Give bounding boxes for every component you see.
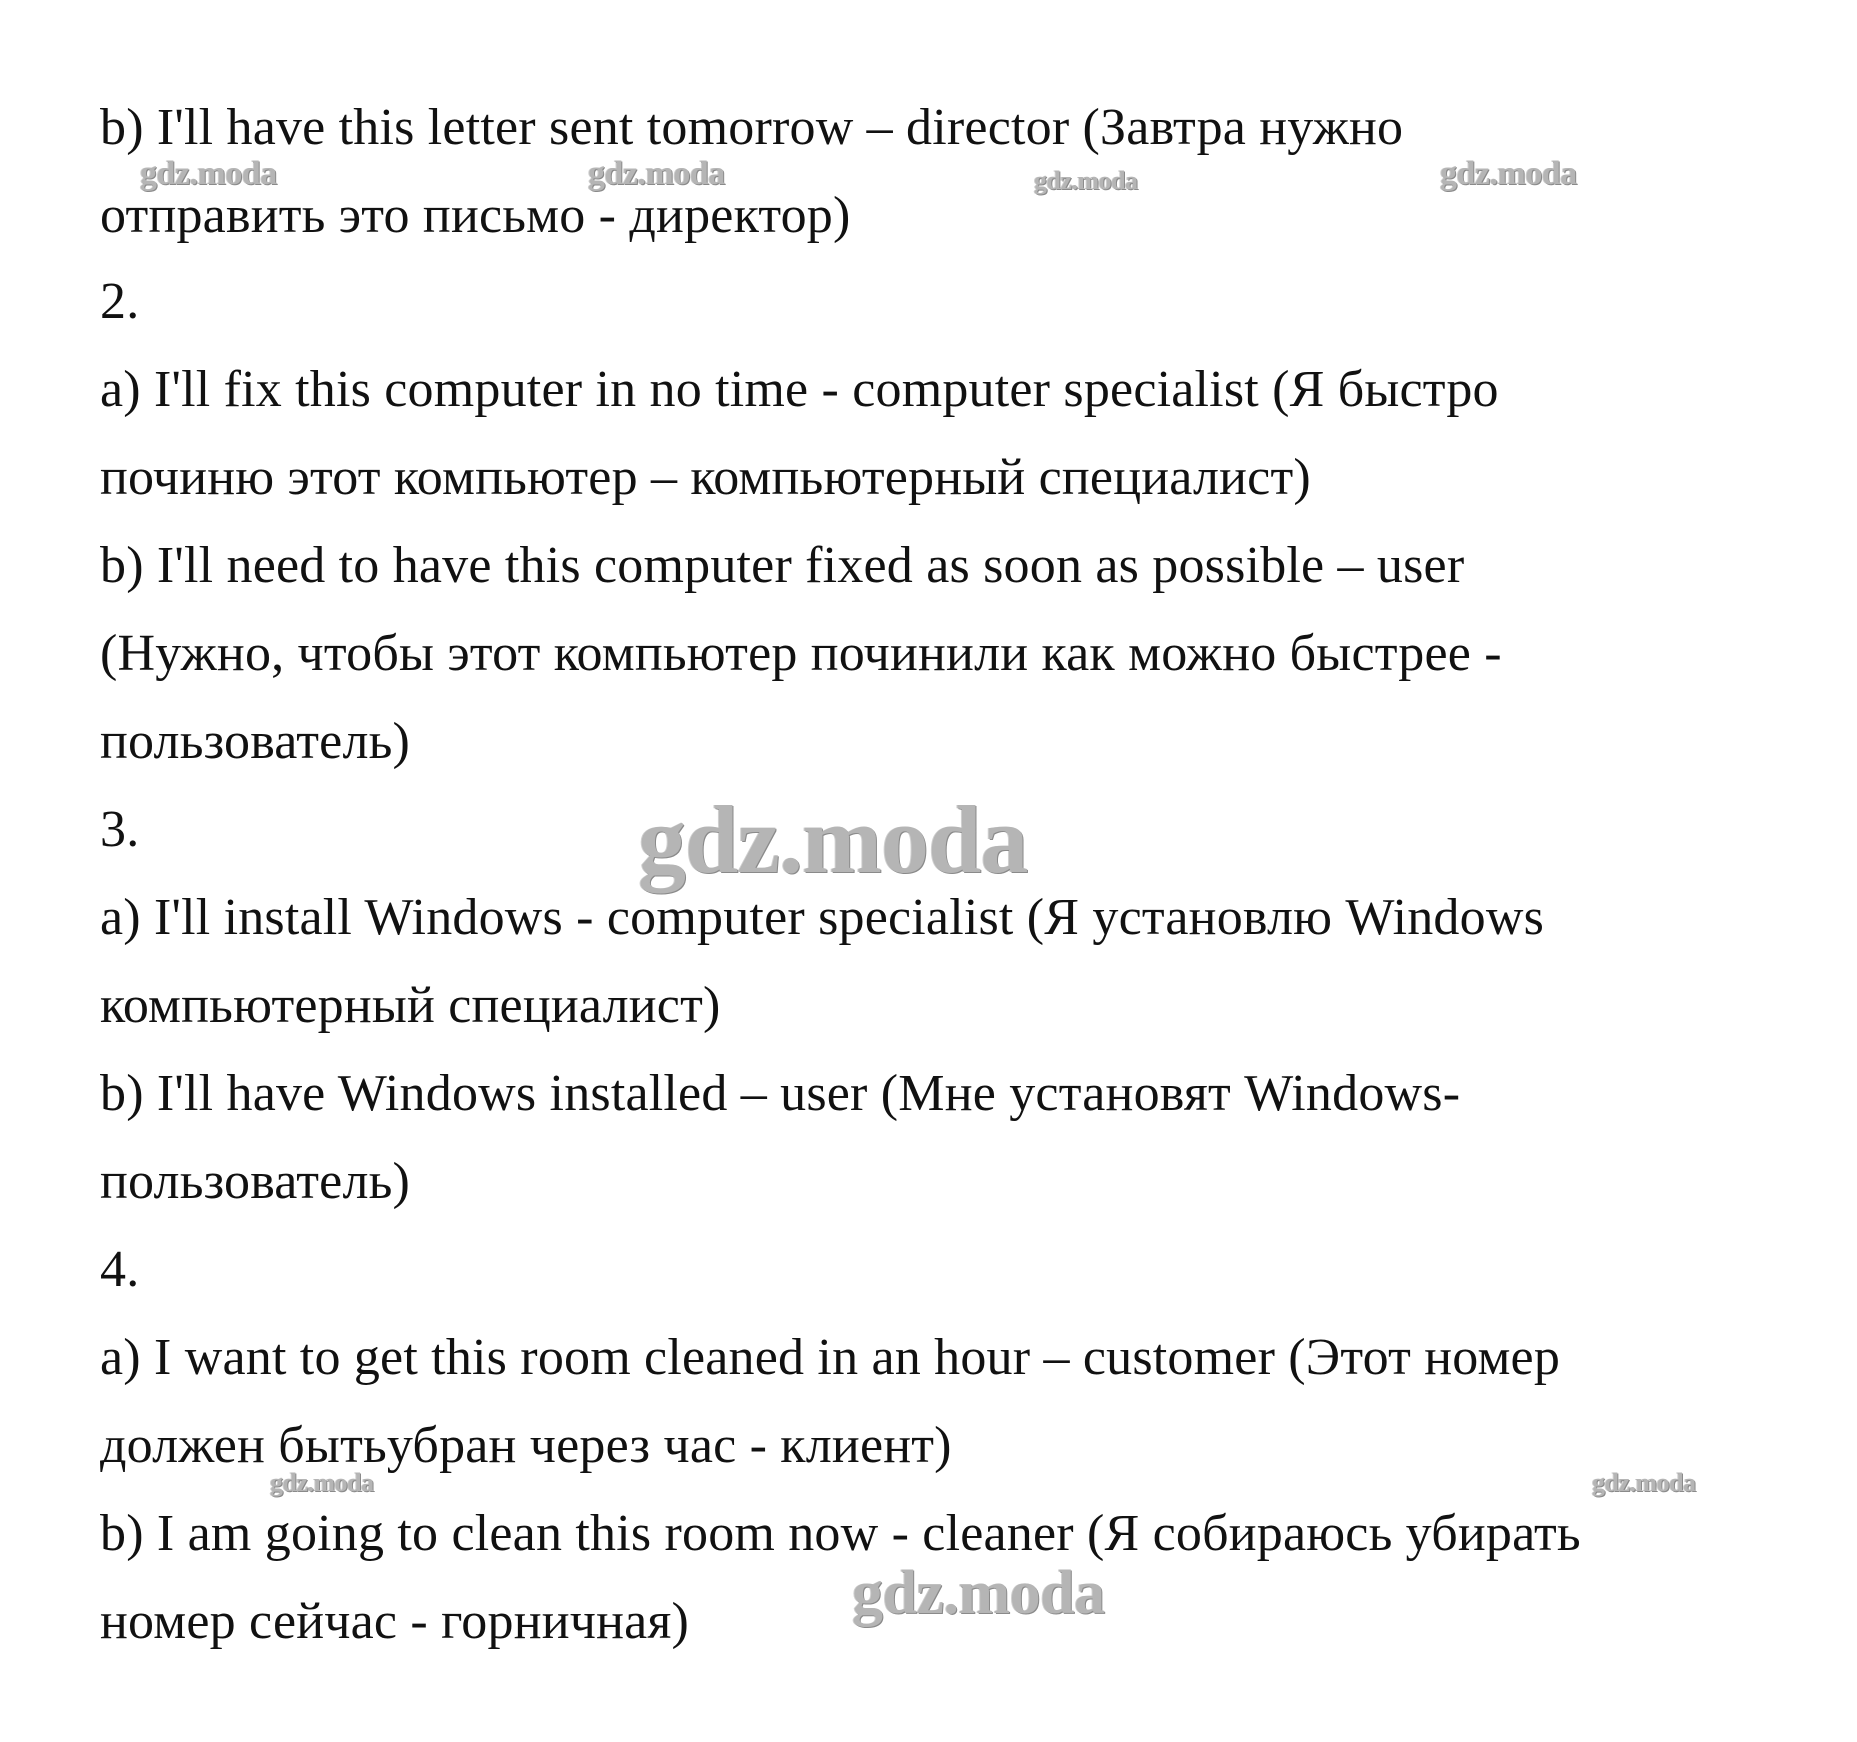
item-number-4: 4.: [100, 1241, 140, 1298]
text-line-8: пользователь): [100, 713, 411, 770]
text-line-4: a) I'll fix this computer in no time - computer specialist (Я быстро: [100, 361, 1499, 418]
text-line-5: починю этот компьютер – компьютерный специалист): [100, 449, 1311, 506]
watermark: gdz.moda: [1440, 155, 1577, 192]
item-number-2: 2.: [100, 273, 140, 330]
watermark: gdz.moda: [1592, 1468, 1696, 1497]
text-line-10: a) I'll install Windows - computer specialist (Я установлю Windows: [100, 889, 1545, 946]
text-line-7: (Нужно, чтобы этот компьютер починили как можно быстрее -: [100, 625, 1502, 682]
text-line-6: b) I'll need to have this computer fixed as soon as possible – user: [100, 537, 1465, 594]
text-line-13: пользователь): [100, 1153, 411, 1210]
text-line-11: компьютерный специалист): [100, 977, 721, 1034]
text-line-12: b) I'll have Windows installed – user (Мне установят Windows-: [100, 1065, 1461, 1122]
text-line-15: a) I want to get this room cleaned in an hour – customer (Этот номер: [100, 1329, 1561, 1386]
item-number-3: 3.: [100, 801, 140, 858]
watermark: gdz.moda: [270, 1468, 374, 1497]
watermark: gdz.moda: [638, 786, 1028, 893]
text-line-2: отправить это письмо - директор): [100, 187, 851, 244]
watermark: gdz.moda: [852, 1559, 1105, 1627]
text-line-16: должен бытьубран через час - клиент): [100, 1417, 952, 1474]
text-line-18: номер сейчас - горничная): [100, 1593, 690, 1650]
text-line-17: b) I am going to clean this room now - cleaner (Я собираюсь убирать: [100, 1505, 1581, 1562]
watermark: gdz.moda: [588, 155, 725, 192]
text-line-1: b) I'll have this letter sent tomorrow – director (Завтра нужно: [100, 99, 1404, 156]
watermark: gdz.moda: [1034, 166, 1138, 195]
watermark: gdz.moda: [140, 155, 277, 192]
